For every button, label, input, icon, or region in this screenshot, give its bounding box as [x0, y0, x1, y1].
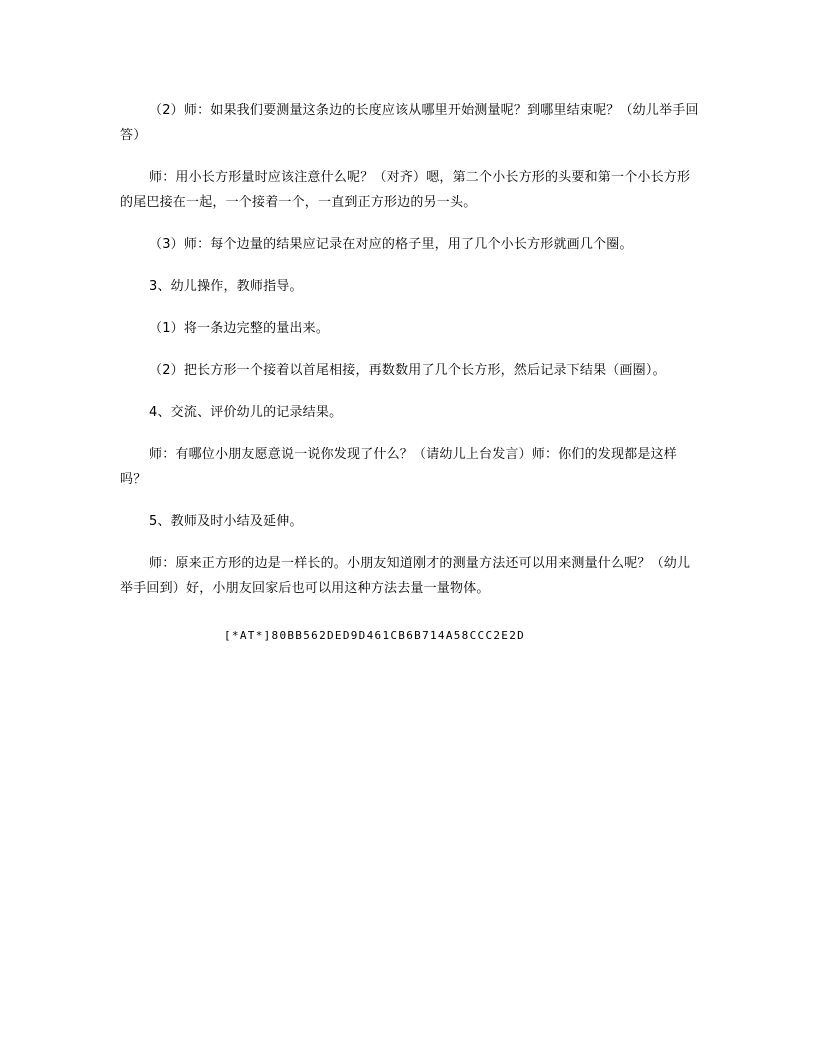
- paragraph-step2-question: （2）师：如果我们要测量这条边的长度应该从哪里开始测量呢？到哪里结束呢？（幼儿举手回答）: [120, 103, 699, 143]
- paragraph-step3-record: （3）师：每个边量的结果应记录在对应的格子里，用了几个小长方形就画几个圈。: [149, 237, 633, 252]
- paragraph-discussion: 师：有哪位小朋友愿意说一说你发现了什么？（请幼儿上台发言）师：你们的发现都是这样吗？: [120, 447, 678, 487]
- document-body: [120, 98, 700, 601]
- paragraph-align-note: 师：用小长方形量时应该注意什么呢？（对齐）嗯，第二个小长方形的头要和第一个小长方形的尾巴接在一起，一个接着一个，一直到正方形边的另一头。: [120, 170, 691, 210]
- paragraph-section-3: 3、幼儿操作，教师指导。: [149, 279, 303, 294]
- paragraph-summary: 师：原来正方形的边是一样长的。小朋友知道刚才的测量方法还可以用来测量什么呢？（幼儿举手回到）好，小朋友回家后也可以用这种方法去量一量物体。: [120, 556, 691, 596]
- paragraph-section-5: 5、教师及时小结及延伸。: [149, 514, 303, 529]
- paragraph-section-4: 4、交流、评价幼儿的记录结果。: [149, 405, 343, 420]
- paragraph-measure-edge: （1）将一条边完整的量出来。: [149, 321, 330, 336]
- paragraph-count-rectangles: （2）把长方形一个接着以首尾相接，再数数用了几个长方形，然后记录下结果（画圈）。: [149, 363, 666, 378]
- document-id-code: [*AT*]80BB562DED9D461CB6B714A58CCC2E2D: [224, 629, 526, 642]
